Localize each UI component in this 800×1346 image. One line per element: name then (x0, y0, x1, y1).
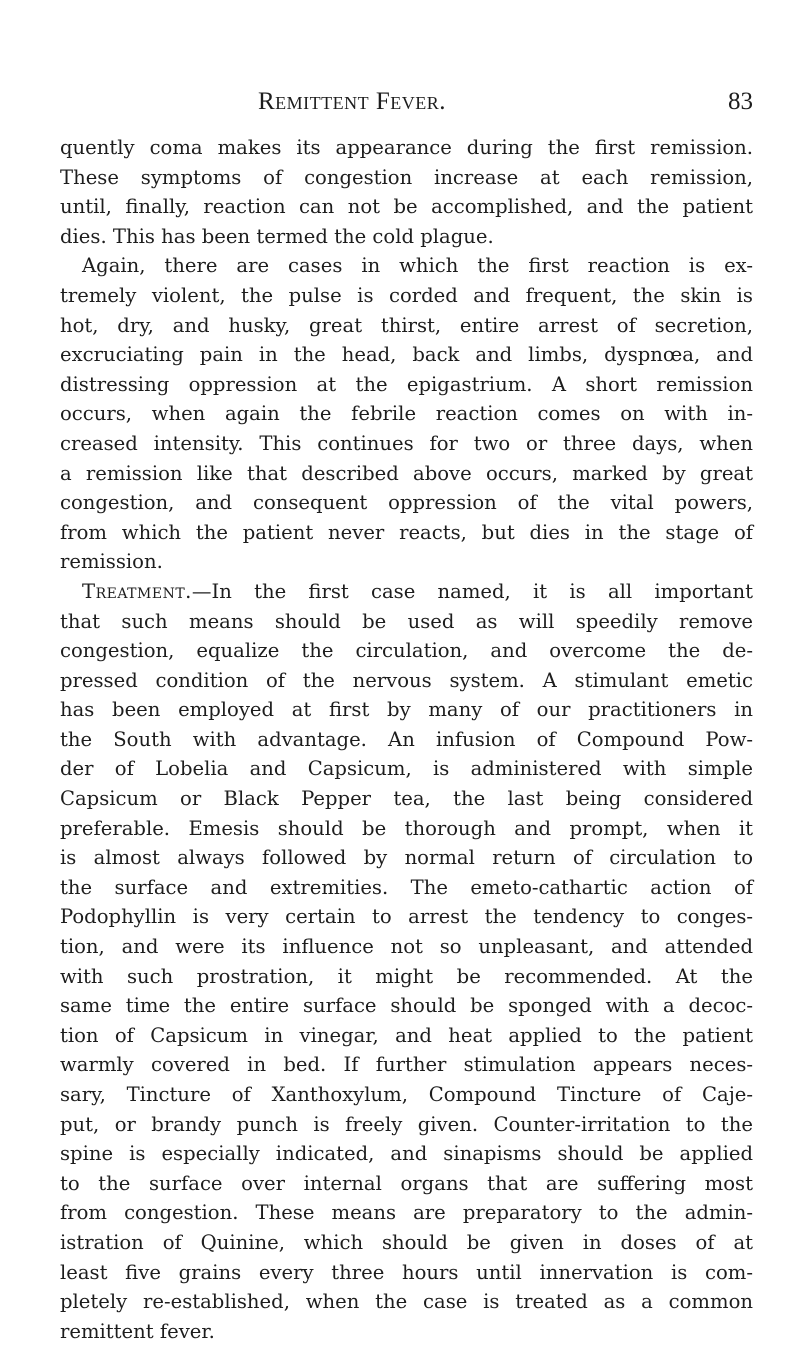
text-line: tion, and were its influence not so unpleasant, and attended (60, 935, 753, 959)
treatment-heading: Treatment. (82, 579, 192, 603)
running-head (60, 88, 753, 122)
text-line: dies. This has been termed the cold plague. (60, 224, 494, 248)
text-line (60, 577, 753, 607)
body-text (60, 133, 753, 1346)
text-line: sary, Tincture of Xanthoxylum, Compound Tincture of Caje- (60, 1083, 753, 1106)
text-line: istration of Quinine, which should be given in doses of at (60, 1230, 753, 1254)
text-line: least five grains every three hours until innervation is com- (60, 1260, 753, 1284)
page-number: 83 (728, 88, 753, 115)
text-line: congestion, and consequent oppression of the vital powers, (60, 491, 753, 515)
text-line: pressed condition of the nervous system. A stimulant emetic (60, 668, 753, 692)
text-line: quently coma makes its appearance during the first remission. (60, 136, 753, 159)
text-line: warmly covered in bed. If further stimulation appears neces- (60, 1053, 753, 1077)
text-line: occurs, when again the febrile reaction comes on with in- (60, 402, 753, 426)
text-line: a remission like that described above occurs, marked by great (60, 461, 753, 485)
text-line: der of Lobelia and Capsicum, is administered with simple (60, 757, 753, 781)
text-line: same time the entire surface should be sponged with a decoc- (60, 994, 753, 1018)
treatment-line-text: —In the first case named, it is all important (191, 579, 753, 603)
text-line: spine is especially indicated, and sinapisms should be applied (60, 1142, 753, 1166)
text-line: until, finally, reaction can not be accomplished, and the patient (60, 195, 753, 219)
text-line: Again, there are cases in which the first reaction is ex- (82, 254, 753, 278)
text-line: remission. (60, 550, 163, 574)
text-line: from congestion. These means are preparatory to the admin- (60, 1201, 753, 1225)
text-line: preferable. Emesis should be thorough and prompt, when it (60, 816, 753, 840)
text-line: tremely violent, the pulse is corded and frequent, the skin is (60, 283, 753, 307)
text-line: with such prostration, it might be recommended. At the (60, 964, 753, 988)
text-line: to the surface over internal organs that are suffering most (60, 1171, 753, 1195)
text-line: hot, dry, and husky, great thirst, entire arrest of secretion, (60, 313, 753, 337)
text-line: that such means should be used as will speedily remove (60, 609, 753, 633)
text-line: remittent fever. (60, 1319, 215, 1343)
text-line: pletely re-established, when the case is treated as a common (60, 1290, 753, 1314)
text-line: These symptoms of congestion increase at each remission, (60, 165, 753, 189)
text-line: put, or brandy punch is freely given. Counter-irritation to the (60, 1112, 753, 1136)
text-line: is almost always followed by normal return of circulation to (60, 846, 753, 870)
text-line: Capsicum or Black Pepper tea, the last being considered (60, 787, 753, 811)
text-line: Podophyllin is very certain to arrest the tendency to conges- (60, 905, 753, 929)
text-line: creased intensity. This continues for two or three days, when (60, 431, 753, 455)
text-line: distressing oppression at the epigastrium. A short remission (60, 372, 753, 396)
text-line: tion of Capsicum in vinegar, and heat applied to the patient (60, 1023, 753, 1047)
text-line: the surface and extremities. The emeto-cathartic action of (60, 875, 753, 899)
text-line: has been employed at first by many of our practitioners in (60, 698, 753, 722)
text-line: excruciating pain in the head, back and limbs, dyspnœa, and (60, 343, 753, 367)
running-title: Remittent Fever. (258, 88, 447, 115)
text-line: congestion, equalize the circulation, and overcome the de- (60, 639, 753, 663)
text-line: from which the patient never reacts, but dies in the stage of (60, 520, 753, 544)
text-line: the South with advantage. An infusion of Compound Pow- (60, 727, 753, 751)
